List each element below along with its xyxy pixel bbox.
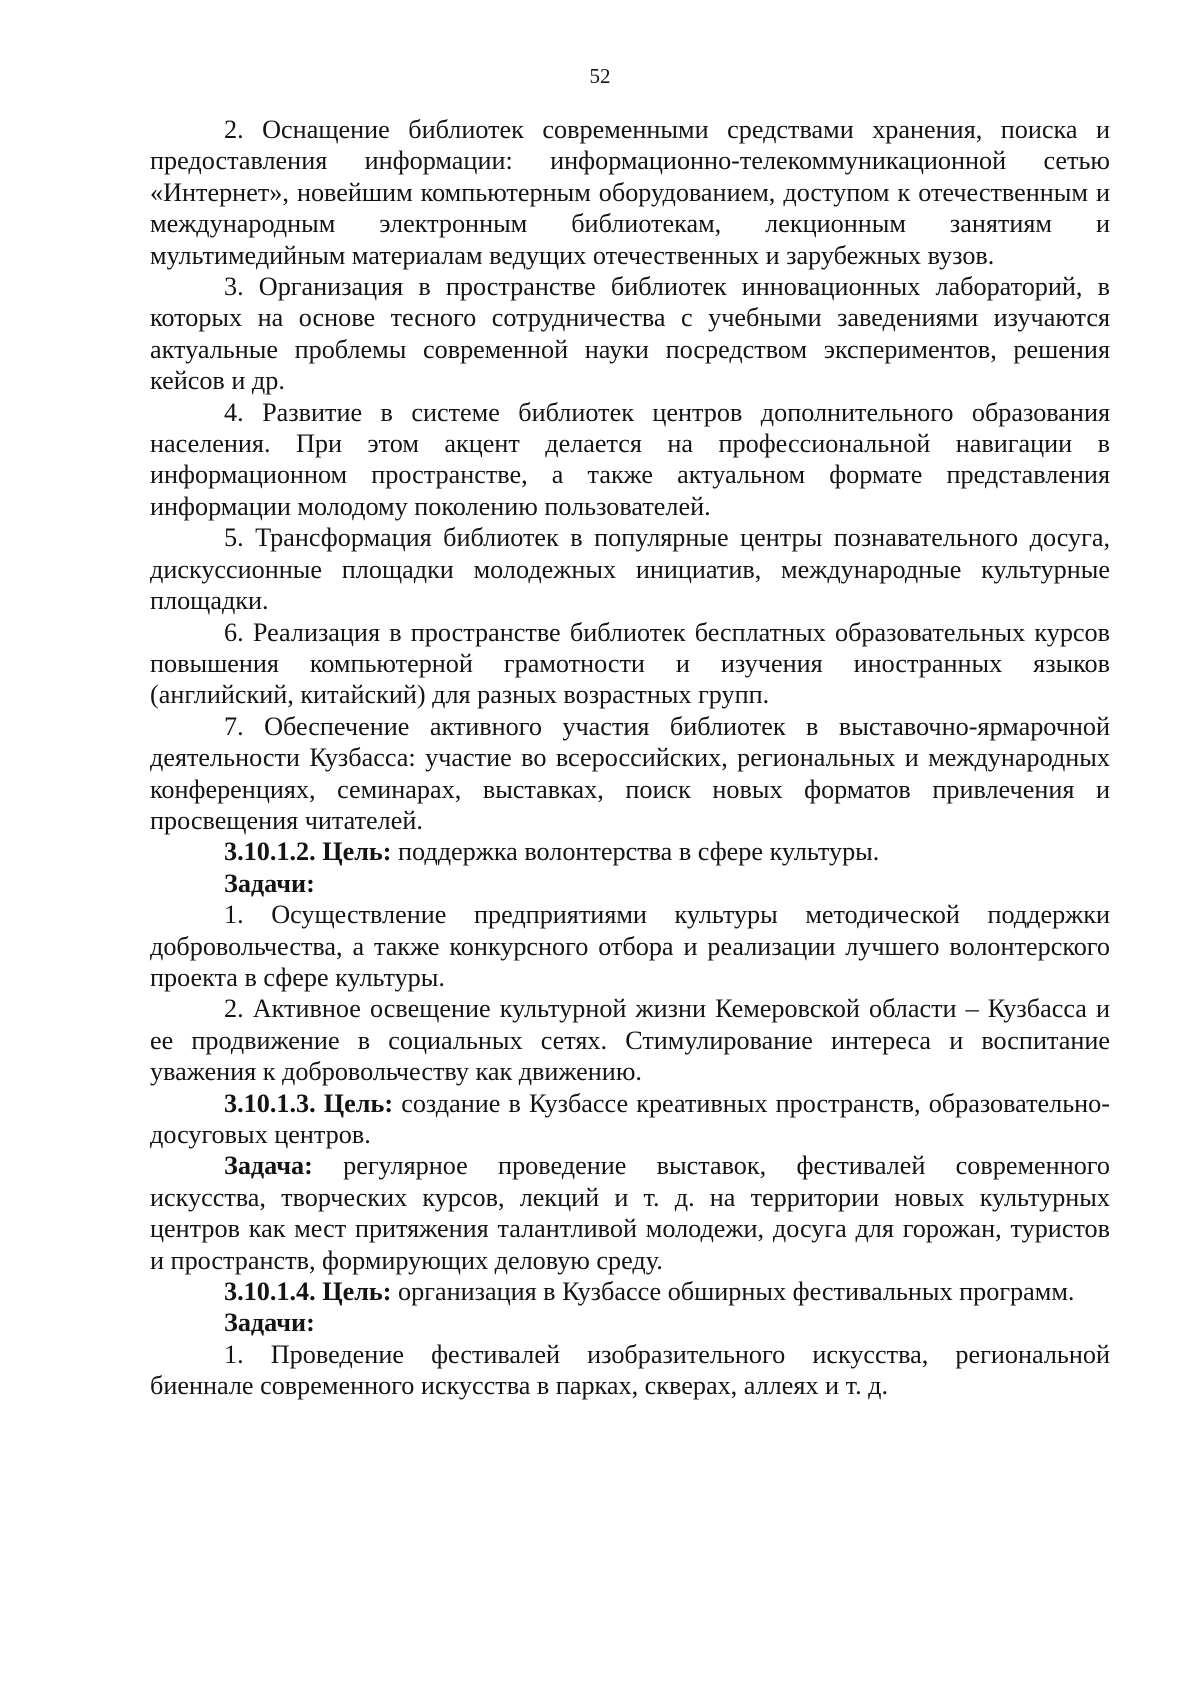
- list-item-exhibitions: 7. Обеспечение активного участия библиотек в выставочно-ярмарочной деятельности Кузбасса: участие во всероссийских, региональных и международных конференциях, семинарах, выставках, поиск новых форматов привлечения и просвещения читателей.: [150, 711, 1110, 835]
- list-item-libraries-equipment: 2. Оснащение библиотек современными средствами хранения, поиска и предоставления информации: информационно-телекоммуникационной сетью «Интернет», новейшим компьютерным оборудованием, доступом к отечественным и международным электронным библиотекам, лекционным занятиям и мультимедийным материалам ведущих отечественных и зарубежных вузов.: [150, 115, 1110, 270]
- goal-label: Цель:: [322, 1277, 392, 1307]
- page-number: 52: [589, 64, 611, 88]
- section-3-10-1-2-goal: [150, 836, 1110, 867]
- section-3-10-1-4-goal: [150, 1276, 1110, 1307]
- task-item: 2. Активное освещение культурной жизни Кемеровской области – Кузбасса и ее продвижение в социальных сетях. Стимулирование интереса и воспитание уважения к добровольчеству как движению.: [150, 994, 1110, 1087]
- task-item: 1. Проведение фестивалей изобразительного искусства, региональной биеннале современного искусства в парках, скверах, аллеях и т. д.: [150, 1339, 1110, 1401]
- document-body: [150, 114, 1110, 1402]
- tasks-heading: Задачи:: [224, 1308, 315, 1338]
- section-number: 3.10.1.2.: [224, 837, 316, 867]
- list-item-free-courses: 6. Реализация в пространстве библиотек бесплатных образовательных курсов повышения компьютерной грамотности и изучения иностранных языков (английский, китайский) для разных возрастных групп.: [150, 617, 1110, 710]
- section-number: 3.10.1.3.: [224, 1088, 316, 1118]
- section-3-10-1-3-goal: [150, 1088, 1110, 1151]
- goal-text: создание в Кузбассе креативных пространств, образовательно-досуговых центров.: [150, 1088, 1110, 1149]
- task-item: 1. Осуществление предприятиями культуры методической поддержки добровольчества, а также конкурсного отбора и реализации лучшего волонтерского проекта в сфере культуры.: [150, 900, 1110, 992]
- list-item-innovation-labs: 3. Организация в пространстве библиотек инновационных лабораторий, в которых на основе тесного сотрудничества с учебными заведениями изучаются актуальные проблемы современной науки посредством экспериментов, решения кейсов и др.: [150, 272, 1110, 396]
- goal-label: Цель:: [322, 837, 392, 867]
- goal-text: поддержка волонтерства в сфере культуры.: [391, 837, 880, 867]
- section-3-10-1-3-task: [150, 1150, 1110, 1276]
- list-item-leisure-centers: 5. Трансформация библиотек в популярные центры познавательного досуга, дискуссионные площадки молодежных инициатив, международные культурные площадки.: [150, 523, 1110, 616]
- goal-text: организация в Кузбассе обширных фестивальных программ.: [391, 1277, 1075, 1307]
- goal-label: Цель:: [323, 1088, 394, 1118]
- list-item-education-centers: 4. Развитие в системе библиотек центров дополнительного образования населения. При этом акцент делается на профессиональной навигации в информационном пространстве, а также актуальном формате представления информации молодому поколению пользователей.: [150, 397, 1110, 521]
- task-text: регулярное проведение выставок, фестивалей современного искусства, творческих курсов, лекций и т. д. на территории новых культурных центров как мест притяжения талантливой молодежи, досуга для горожан, туристов и пространств, формирующих деловую среду.: [150, 1151, 1110, 1275]
- tasks-heading: Задачи:: [224, 868, 315, 898]
- section-number: 3.10.1.4.: [224, 1277, 316, 1307]
- task-label: Задача:: [224, 1151, 313, 1181]
